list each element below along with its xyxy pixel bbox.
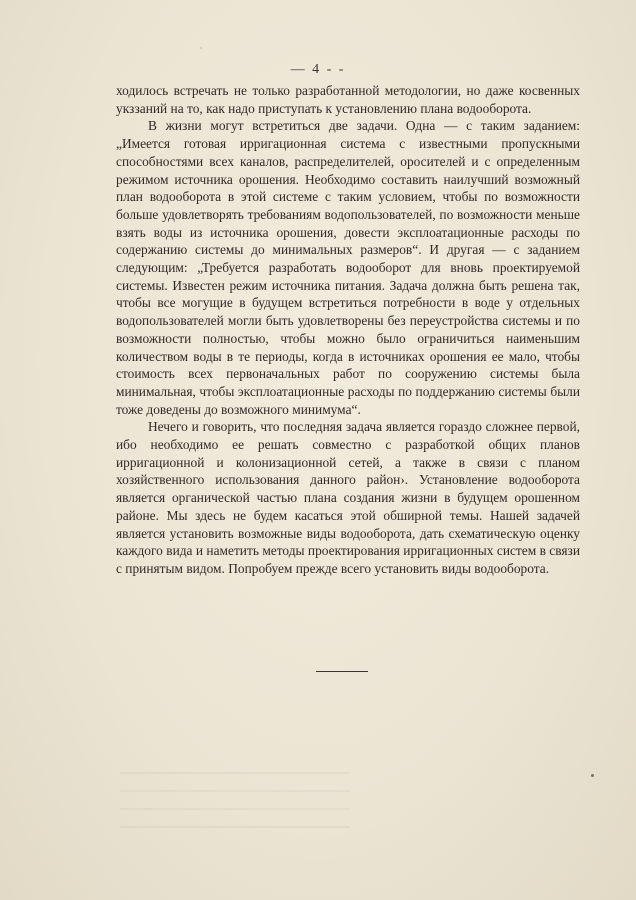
body-text: [116, 82, 580, 578]
bleed-through-line: [120, 790, 350, 792]
bleed-through-line: [120, 826, 350, 828]
paragraph-second-task: Нечего и говорить, что последняя задача является гораздо сложнее первой, ибо необходимо ее решать совместно с разработкой общих планов ирригационной и колонизационной сетей, а также в связи с планом хозяйственного использования данного район›. Установление водооборота является органической частью плана создания жизни в будущем орошенном районе. Мы здесь не будем касаться этой обширной темы. Нашей задачей является установить возможные виды водооборота, дать схематическую оценку каждого вида и наметить методы проектирования ирригационных систем в связи с принятым видом. Попробуем прежде всего установить виды водооборота.: [116, 419, 580, 576]
paper-speck: [200, 47, 202, 49]
bleed-through-line: [120, 808, 350, 810]
paper-speck: [591, 774, 594, 777]
paragraph-two-tasks: В жизни могут встретиться две задачи. Одна — с таким заданием: „Имеется готовая ирригационная система с известными пропускными способностями всех каналов, распределителей, оросителей и с определенным режимом источника орошения. Необходимо составить наилучший возможный план водооборота в этой системе с таким условием, чтобы по возможности больше удовлетворять требованиям водопользователей, по возможности меньше взять воды из источника орошения, довести эксплоатационные расходы по содержанию системы до минимальных размеров“. И другая — с заданием следующим: „Требуется разработать водооборот для вновь проектируемой системы. Известен режим источника питания. Задача должна быть решена так, чтобы все могущие в будущем встретиться потребности в воде у отдельных водопользователей могли быть удовлетворены без переустройства системы и по возможности полностью, чтобы можно было ограничиться наименьшим количеством воды в те периоды, когда в источниках орошения ее мало, чтобы стоимость всех первоначальных работ по сооружению системы была минимальная, чтобы эксплоатационные расходы по поддержанию системы были тоже доведены до возможного минимума“.: [116, 118, 580, 417]
bleed-through-line: [120, 772, 350, 774]
page-number: — 4 - -: [290, 62, 346, 77]
section-end-rule: [316, 671, 368, 672]
paragraph-continuation: ходилось встречать не только разработанной методологии, но даже косвенных укззаний на то, как надо приступать к установлению плана водооборота.: [116, 83, 580, 116]
